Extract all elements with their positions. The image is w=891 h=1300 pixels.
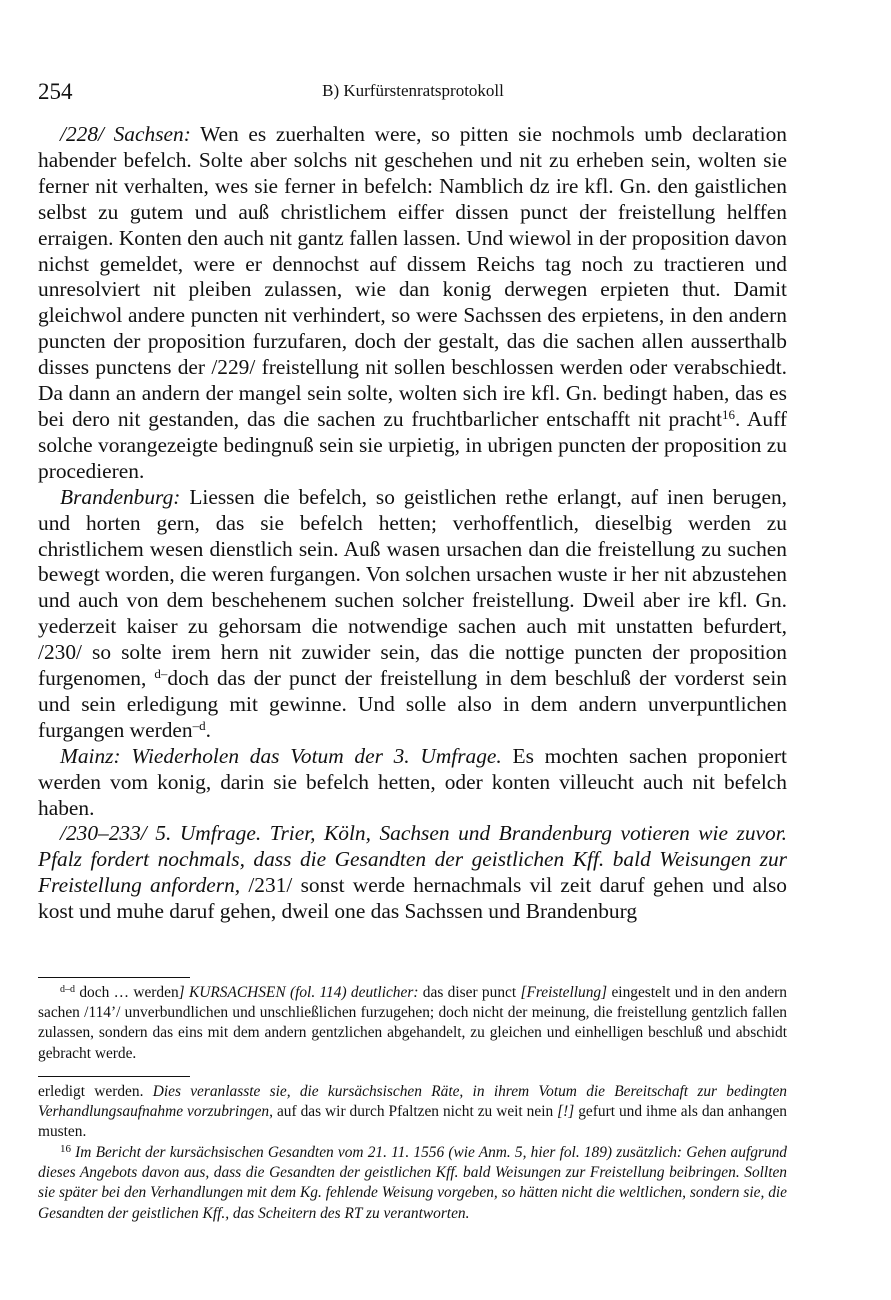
footnote-continuation — [38, 1082, 787, 1143]
speaker-brandenburg: Brandenburg: — [60, 484, 181, 509]
footnote-text: das diser punct — [418, 984, 521, 1001]
paragraph-text: Liessen die befelch, so geistlichen rethe erlangt, auf inen berugen, und horten gern, das sie befelch hetten; verhoffentlich, dieselbig werden zu christlichem wesen dienstlich sein. Auß wasen ursachen dan die freistellung zu suchen bewegt worden, die weren furgangen. Von solchen ursachen wuste ir her nit abzustehen und auch von dem beschehenem suchen solcher freistellung. Dweil aber ire kfl. Gn. yederzeit kaiser zu gehorsam die notwendige sachen auch mit unstatten befurdert, /230/ so solte irem hern nit zuwider sein, das die nottige puncten der proposition furgenomen, — [38, 484, 787, 691]
footnote-16 — [38, 1143, 787, 1224]
footnote-text: eingestelt und in den andern sachen /114’/ unverbundlichen und unschließlichen furzugehen; doch nicht der meinung, die freistellung gentzlich fallen zulassen, sondern das eins mit dem andern gentzlichen abgehandelt, zu gleichen und einhelligen beschluß und abschidt gebracht werde. — [38, 984, 787, 1062]
paragraph-umfrage-5 — [38, 821, 787, 925]
speaker-sachsen: /228/ Sachsen: — [60, 122, 191, 146]
footnote-variant-d — [38, 983, 787, 1064]
paragraph-text: Es mochten sachen proponiert werden vom konig, darin sie befelch hetten, oder konten villeucht auch nit befelch haben. — [38, 743, 787, 820]
variant-mark-close: –d — [192, 717, 206, 733]
page-header — [38, 79, 788, 105]
paragraph-text: . — [205, 717, 211, 742]
main-text — [38, 122, 787, 925]
footnote-divider — [38, 977, 190, 978]
paragraph-mainz — [38, 744, 787, 822]
footnote-ref-16[interactable]: 16 — [721, 406, 735, 422]
footnote-commentary: Dies veranlasste sie, die kursächsischen Räte, in ihrem Votum die Bereitschaft zur bedingten Verhandlungsaufnahme vorzubringen, — [38, 1083, 788, 1121]
paragraph-brandenburg — [38, 485, 787, 744]
footnote-mark: d–d — [60, 984, 75, 995]
paragraph-text: Wen es zuerhalten were, so pitten sie nochmols umb declaration habender befelch. Solte aber solchs nit geschehen und nit zu erheben sein, wolten sie ferner nit verhalten, wes sie ferner in befelch: Namblich dz ire kfl. Gn. den gaistlichen selbst zu gutem und auß christlichem eiffer dissen punct der freistellung helffen erraigen. Konten den auch nit gantz fallen lassen. Und wiewol in der proposition davon nichst gemeldet, were er dennochst auf dissem Reichs tag noch zu tractieren und unresolviert nit pleiben zulassen, wie dan konig derwegen erpieten thut. Damit gleichwol andere puncten nit verhindert, so were Sachssen des erpietens, in den andern puncten der proposition furzufaren, doch der gestalt, das die sachen allen ausserthalb disses punctens der /229/ freistellung nit sollen beschlossen werden oder verabschiedt. Da dann an andern der mangel sein solte, wolten sich ire kfl. Gn. bedingt haben, das es bei dero nit gestanden, das die sachen zu fruchtbarlicher entschafft nit pracht — [38, 122, 787, 431]
speaker-mainz: Mainz: Wiederholen das Votum der 3. Umfrage. — [60, 743, 502, 768]
footnote-number: 16 — [60, 1143, 71, 1155]
page-number: 254 — [38, 79, 73, 104]
footnote-text: gefurt und ihme als dan anhangen musten. — [38, 1103, 787, 1141]
paragraph-sachsen — [38, 122, 787, 485]
footnote-divider — [38, 1076, 190, 1077]
paragraph-text: . Auff solche vorangezeigte bedingnuß sein sie urpietig, in ubrigen puncten der proposition zu procedieren. — [38, 406, 787, 483]
editorial-summary: /230–233/ 5. Umfrage. Trier, Köln, Sachsen und Brandenburg votieren wie zuvor. Pfalz fordert nochmals, dass die Gesandten der geistlichen Kff. bald Weisungen zur Freistellung anfordern, — [38, 821, 787, 898]
footnote-insertion: [Freistellung] — [520, 984, 608, 1001]
running-head: B) Kurfürstenratsprotokoll — [322, 81, 504, 100]
footnote-text: Im Bericht der kursächsischen Gesandten vom 21. 11. 1556 (wie Anm. 5, hier fol. 189) zusätzlich: Gehen aufgrund dieses Angebots davon aus, dass die Gesandten der geistlichen Kff. bald Weisungen zur Freistellung beibringen. Sollten sie später bei den Verhandlungen mit dem Kg. fehlende Weisung vorgeben, so hätten nicht die weltlichen, sondern sie, die Gesandten der geistlichen Kff., das Scheitern des RT zu verantworten. — [38, 1144, 787, 1222]
variant-mark-open: d– — [154, 666, 168, 682]
paragraph-text: /231/ sonst werde hernachmals vil zeit daruf gehen und also kost und muhe daruf gehen, dweil one das Sachssen und Brandenburg — [38, 873, 787, 924]
paragraph-text: doch das der punct der freistellung in dem beschluß der vorderst sein und sein erledigung mit gewinne. Und solle also in dem andern unverpuntlichen furgangen werden — [38, 666, 787, 742]
sic-mark: [!] — [557, 1103, 575, 1121]
footnote-text: erledigt werden. — [38, 1083, 153, 1100]
footnote-source: ] KURSACHSEN (fol. 114) deutlicher: — [178, 984, 419, 1001]
footnote-lemma: doch … werden — [75, 984, 179, 1001]
footnote-text: auf das wir durch Pfaltzen nicht zu weit nein — [272, 1103, 558, 1121]
